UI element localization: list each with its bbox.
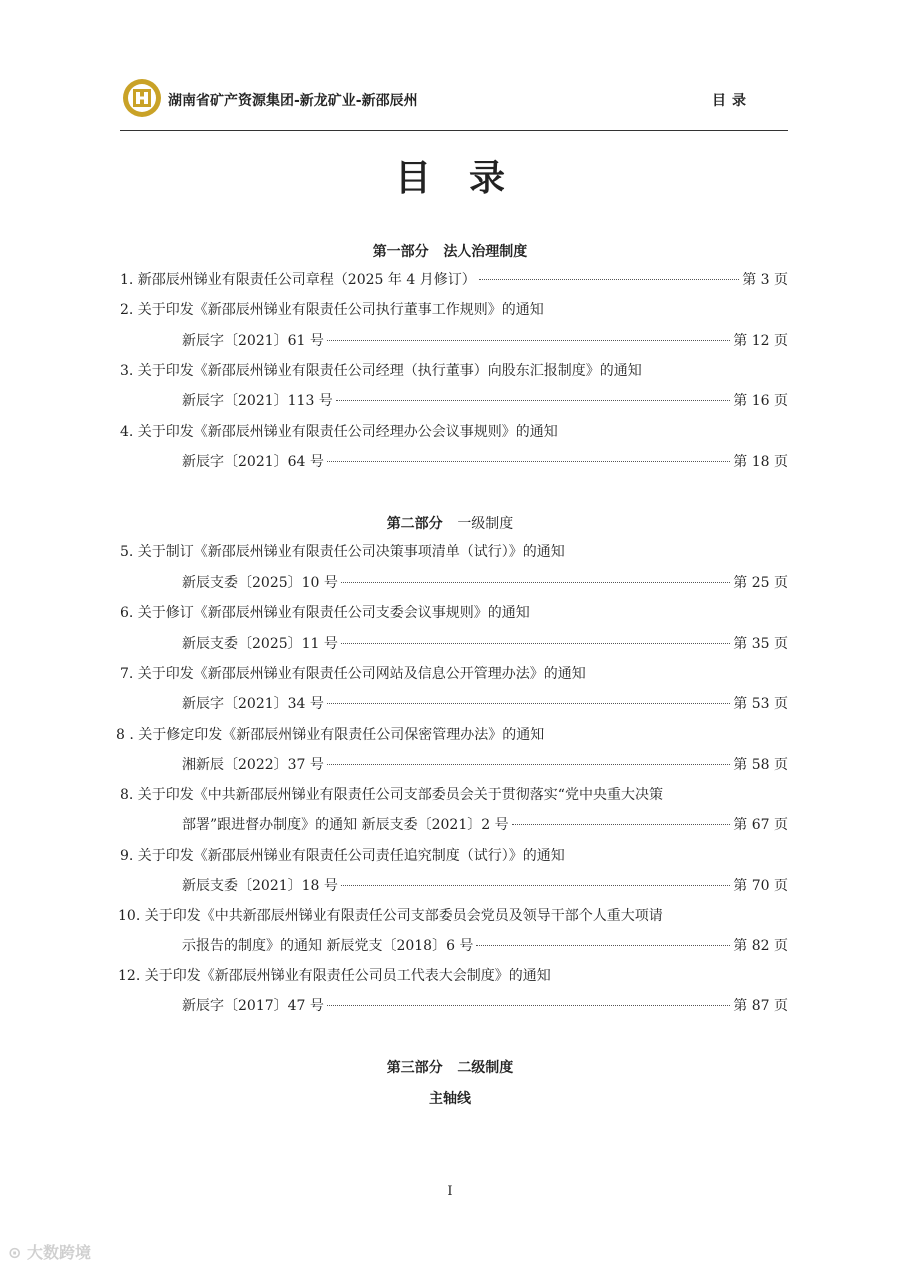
page-number: 第 3 页 — [742, 272, 788, 288]
toc-entry-title[interactable]: 5. 关于制订《新邵辰州锑业有限责任公司决策事项清单（试行）》的通知 — [120, 544, 565, 560]
toc-entry[interactable]: 1. 新邵辰州锑业有限责任公司章程（2025 年 4 月修订） 第 3 页 — [120, 272, 788, 288]
page-number: 第 82 页 — [733, 938, 788, 954]
toc-entry-title[interactable]: 8 . 关于修定印发《新邵辰州锑业有限责任公司保密管理办法》的通知 — [116, 727, 545, 743]
toc-entry[interactable]: 新辰支委〔2025〕11 号 第 35 页 — [182, 636, 788, 652]
leader-dots — [336, 400, 730, 401]
toc-entry-title[interactable]: 6. 关于修订《新邵辰州锑业有限责任公司支委会议事规则》的通知 — [120, 605, 530, 621]
page-number-footer: I — [447, 1184, 453, 1199]
toc-entry[interactable]: 新辰字〔2021〕64 号 第 18 页 — [182, 454, 788, 470]
section-heading-1: 第一部分 法人治理制度 — [372, 244, 528, 260]
leader-dots — [512, 824, 731, 825]
leader-dots — [341, 885, 730, 886]
toc-entry-title[interactable]: 4. 关于印发《新邵辰州锑业有限责任公司经理办公会议事规则》的通知 — [120, 424, 558, 440]
page-number: 第 67 页 — [733, 817, 788, 833]
subsection-heading: 主轴线 — [429, 1091, 471, 1107]
toc-entry[interactable]: 湘新辰〔2022〕37 号 第 58 页 — [182, 757, 788, 773]
leader-dots — [327, 461, 730, 462]
page-number: 第 18 页 — [733, 454, 788, 470]
header-divider — [120, 130, 788, 131]
toc-entry-title[interactable]: 2. 关于印发《新邵辰州锑业有限责任公司执行董事工作规则》的通知 — [120, 302, 544, 318]
page-header — [120, 78, 788, 130]
toc-entry[interactable]: 新辰字〔2017〕47 号 第 87 页 — [182, 998, 788, 1014]
header-section-label: 目录 — [712, 93, 752, 109]
toc-entry[interactable]: 新辰字〔2021〕61 号 第 12 页 — [182, 333, 788, 349]
watermark: ⊙ 大数跨境 — [8, 1243, 91, 1262]
leader-dots — [341, 582, 730, 583]
page-number: 第 58 页 — [733, 757, 788, 773]
watermark-logo-icon: ⊙ — [8, 1243, 22, 1262]
leader-dots — [327, 1005, 730, 1006]
organization-name: 湖南省矿产资源集团-新龙矿业-新邵辰州 — [168, 93, 418, 109]
toc-entry-title[interactable]: 9. 关于印发《新邵辰州锑业有限责任公司责任追究制度（试行）》的通知 — [120, 848, 565, 864]
page-number: 第 53 页 — [733, 696, 788, 712]
section-heading-3: 第三部分 二级制度 — [386, 1060, 514, 1076]
page-number: 第 70 页 — [733, 878, 788, 894]
leader-dots — [327, 764, 730, 765]
toc-entry[interactable]: 新辰字〔2021〕113 号 第 16 页 — [182, 393, 788, 409]
toc-entry-title[interactable]: 8. 关于印发《中共新邵辰州锑业有限责任公司支部委员会关于贯彻落实“党中央重大决策 — [120, 787, 663, 803]
leader-dots — [479, 279, 739, 280]
page-title: 目录 — [394, 158, 543, 199]
page-number: 第 12 页 — [733, 333, 788, 349]
page-number: 第 25 页 — [733, 575, 788, 591]
toc-entry-title[interactable]: 10. 关于印发《中共新邵辰州锑业有限责任公司支部委员会党员及领导干部个人重大项请 — [118, 908, 663, 924]
toc-entry-title[interactable]: 7. 关于印发《新邵辰州锑业有限责任公司网站及信息公开管理办法》的通知 — [120, 666, 586, 682]
page-number: 第 35 页 — [733, 636, 788, 652]
section-heading-2: 第二部分 一级制度 — [386, 516, 514, 532]
company-logo-icon — [122, 78, 162, 118]
toc-entry-title[interactable]: 12. 关于印发《新邵辰州锑业有限责任公司员工代表大会制度》的通知 — [118, 968, 551, 984]
page-number: 第 87 页 — [733, 998, 788, 1014]
toc-entry[interactable]: 部署”跟进督办制度》的通知 新辰支委〔2021〕2 号 第 67 页 — [182, 817, 788, 833]
toc-entry[interactable]: 新辰支委〔2021〕18 号 第 70 页 — [182, 878, 788, 894]
leader-dots — [327, 340, 730, 341]
leader-dots — [327, 703, 730, 704]
toc-entry[interactable]: 新辰支委〔2025〕10 号 第 25 页 — [182, 575, 788, 591]
leader-dots — [476, 945, 730, 946]
toc-entry-title[interactable]: 3. 关于印发《新邵辰州锑业有限责任公司经理（执行董事）向股东汇报制度》的通知 — [120, 363, 642, 379]
page-number: 第 16 页 — [733, 393, 788, 409]
toc-entry[interactable]: 示报告的制度》的通知 新辰党支〔2018〕6 号 第 82 页 — [182, 938, 788, 954]
leader-dots — [341, 643, 730, 644]
toc-entry[interactable]: 新辰字〔2021〕34 号 第 53 页 — [182, 696, 788, 712]
